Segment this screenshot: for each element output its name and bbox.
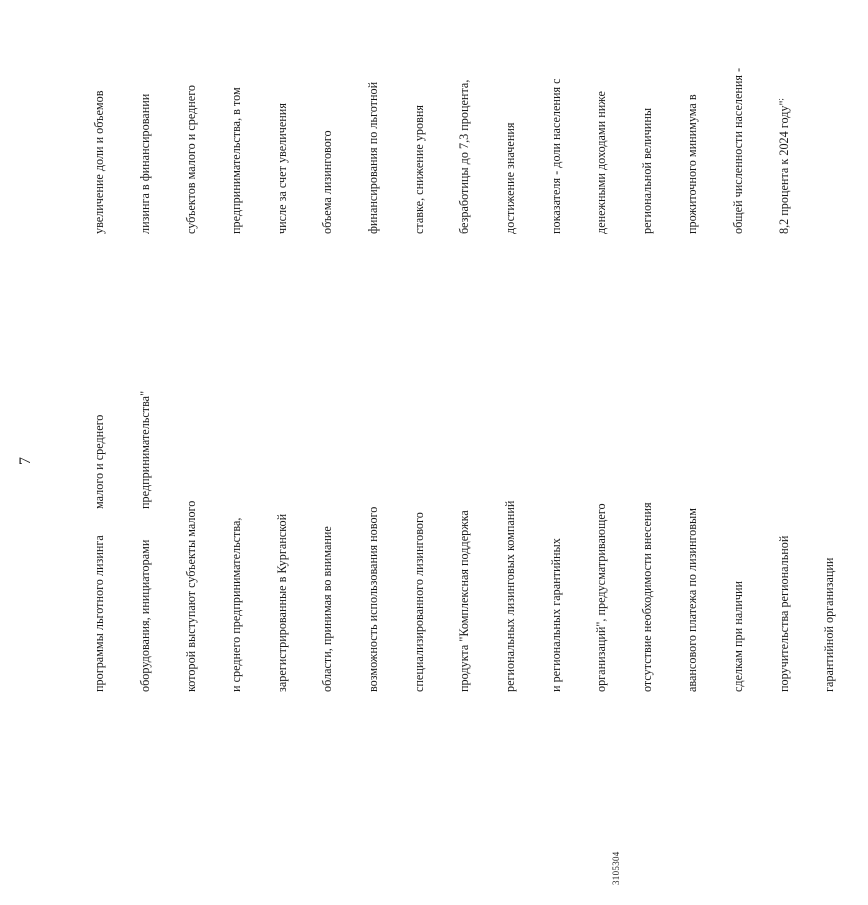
text-line: сделкам при наличии [730,580,745,692]
left-column [62,501,868,692]
text-line: предпринимательства" [138,390,153,509]
text-line: безработицы до 7,3 процента, [457,79,472,234]
text-line: региональных лизинговых компаний [502,500,517,692]
text-line: финансирования по льготной [366,81,381,234]
text-line: увеличение доли и объемов [92,90,107,234]
text-line [777,68,792,234]
text-line: отсутствие необходимости внесения [639,502,654,692]
text-line: ставке, снижение уровня [411,105,426,234]
text-line: специализированного лизингового [411,512,426,692]
text-line: региональной величины [639,107,654,234]
text-line: объема лизингового [320,130,335,234]
text-line: возможность использования нового [366,506,381,692]
right-column [62,68,822,234]
text-line: и среднего предпринимательства, [229,517,244,692]
text-line: общей численности населения - [730,67,745,234]
text-line: прожиточного минимума в [685,94,700,234]
page-number: 7 [17,457,34,465]
text-line: оборудования, инициаторами [138,539,153,692]
text-line: малого и среднего [92,414,107,509]
middle-column [62,391,184,509]
text-line: зарегистрированные в Курганской [274,513,289,692]
text-line: лизинга в финансировании [138,93,153,234]
text-line: достижение значения [502,122,517,234]
text-line: области, принимая во внимание [320,526,335,692]
text-line: числе за счет увеличения [274,103,289,234]
text-line: продукта "Комплексная поддержка [457,510,472,692]
text-line: поручительства региональной [776,535,791,692]
text-line: программы льготного лизинга [92,535,107,692]
line-suffix: ; [775,98,785,101]
text-line: денежными доходами ниже [594,91,609,234]
text-line: гарантийной организации [822,557,837,692]
text-line: предпринимательства, в том [229,87,244,234]
text-line: и региональных гарантийных [548,538,563,692]
text-line: организаций", предусматривающего [594,503,609,692]
text-line: показателя - доли населения с [548,78,563,234]
text-line: субъектов малого и среднего [183,84,198,234]
document-code: 3105304 [611,851,621,885]
text-line-main: 8,2 процента к 2024 году" [776,100,791,234]
text-line: которой выступают субъекты малого [183,500,198,692]
text-line: авансового платежа по лизинговым [685,508,700,692]
